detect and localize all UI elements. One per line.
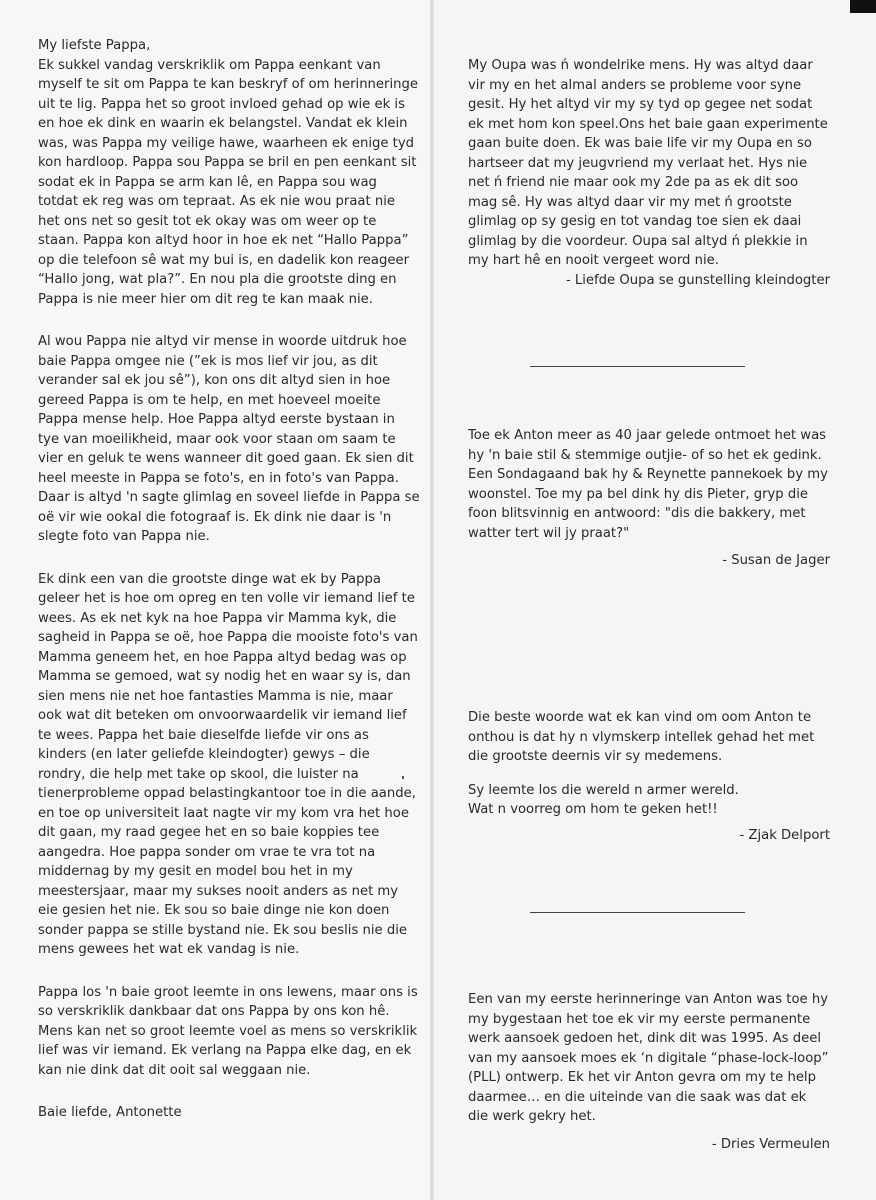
tribute-4 <box>468 990 830 1154</box>
tribute-1 <box>468 56 830 290</box>
tribute-3 <box>468 708 830 845</box>
letter-closing: Baie liefde, Antonette <box>38 1105 182 1120</box>
divider-1 <box>530 366 745 367</box>
scan-edge-mark <box>850 0 876 13</box>
tribute-3-signature: - Zjak Delport <box>739 827 830 843</box>
letter-paragraph-2: Al wou Pappa nie altyd vir mense in woorde uitdruk hoe baie Pappa omgee nie (”ek is mos lief vir jou, as dit verander sal ek jou sê”), kon ons dit altyd sien in hoe gereed Pappa is om te help, en met hoeveel moeite Pappa mense help. Hoe Pappa altyd eerste bystaan in tye van moeilikheid, maar ook voor staan om saam te vier en geluk te wens wanneer dit goed gaan. Ek sien dit heel meeste in Pappa se foto's, en in foto's van Pappa. Daar is altyd 'n sagte glimlag en soveel liefde in Pappa se oë vir wie ookal die fotograaf is. Ek dink nie daar is 'n slegte foto van Pappa nie. <box>38 334 420 544</box>
divider-2 <box>530 912 745 913</box>
tribute-1-text: My Oupa was ń wondelrike mens. Hy was altyd daar vir my en het almal anders se probleme voor syne gesit. Hy het altyd vir my sy tyd op gegee net sodat ek met hom kon speel.Ons het baie gaan experimente gaan buite doen. Ek was baie life vir my Oupa en so hartseer dat my jeugvriend my verlaat het. Hys nie net ń friend nie maar ook my 2de pa as ek dit soo mag sê. Hy was altyd daar vir my met ń grootste glimlag op sy gesig en tot vandag toe sien ek daai glimlag by die voordeur. Oupa sal altyd ń plekkie in my hart hê en nooit vergeet word nie. <box>468 58 828 268</box>
tribute-1-signature: - Liefde Oupa se gunstelling kleindogter <box>565 272 830 288</box>
tribute-2-signature: - Susan de Jager <box>722 553 830 568</box>
tribute-3-text: Die beste woorde wat ek kan vind om oom Anton te onthou is dat hy n vlymskerp intellek gehad het met die grootste deernis vir sy medemens. <box>468 710 815 764</box>
tribute-2-text: Toe ek Anton meer as 40 jaar gelede ontmoet het was hy 'n baie stil & stemmige outjie- of so het ek gedink. Een Sondagaand bak hy & Reynette pannekoek by my woonstel. Toe my pa bel dink hy dis Pieter, gryp die foon blitsvinnig en antwoord: "dis die bakkery, met watter tert wil jy praat?" <box>468 428 828 541</box>
tribute-3-text-2: Sy leemte los die wereld n armer wereld. Wat n voorreg om hom te geken het!! <box>468 782 739 817</box>
page-fold <box>430 0 434 1200</box>
letter-column <box>38 36 420 1123</box>
letter-paragraph-3: Ek dink een van die grootste dinge wat ek by Pappa geleer het is hoe om opreg en ten volle vir iemand lief te wees. As ek net kyk na hoe Pappa vir Mamma kyk, die sagheid in Pappa se oë, hoe Pappa die mooiste foto's van Mamma geneem het, en hoe Pappa altyd bedag was op Mamma se gemoed, wat sy nodig het en waar sy is, dan sien mens nie net hoe fantasties Mamma is nie, maar ook wat dit beteken om onvoorwaardelik vir iemand lief te wees. Pappa het baie dieselfde liefde vir ons as kinders (en later geliefde kleindogter) gewys – die rondry, die help met take op skool, die luister na tienerprobleme oppad belastingkantoor toe in die aande, en toe op universiteit laat nagte vir my kom vra het hoe dit gaan, my raad gegee het en so baie koppies tee aangedra. Hoe pappa sonder om vrae te vra tot na middernag by my gesit en model bou het in my meestersjaar, maar my sukses nooit anders as net my eie gesien het nie. Ek sou so baie dinge nie kon doen sonder pappa se stille bystand nie. Ek sou beslis nie die mens gewees het wat ek vandag is nie. <box>38 571 418 957</box>
tribute-4-text: Een van my eerste herinneringe van Anton was toe hy my bygestaan het toe ek vir my eerste permanente werk aansoek gedoen het, dink dit was 1995. As deel van my aansoek moes ek ‘n digitale “phase-lock-loop” (PLL) ontwerp. Ek het vir Anton gevra om my te help daarmee… en die uiteinde van die saak was dat ek die werk gekry het. <box>468 992 829 1124</box>
letter-paragraph-1: Ek sukkel vandag verskriklik om Pappa eenkant van myself te sit om Pappa te kan beskryf of om herinneringe uit te lig. Pappa het so groot invloed gehad op wie ek is en hoe ek dink en waarin ek belangstel. Vandat ek klein was, was Pappa my veilige hawe, waarheen ek enige tyd kon hardloop. Pappa sou Pappa se bril en pen eenkant sit sodat ek in Pappa se arm kan lê, en Pappa sou wag totdat ek reg was om tepraat. As ek nie wou praat nie het ons net so gesit tot ek okay was om weer op te staan. Pappa kon altyd hoor in hoe ek net “Hallo Pappa” op die telefoon sê wat my bui is, en dadelik kon reageer “Hallo jong, wat pla?”. En nou pla die grootste ding en Pappa is nie meer hier om dit reg te kan maak nie. <box>38 57 418 307</box>
letter-paragraph-4: Pappa los 'n baie groot leemte in ons lewens, maar ons is so verskriklik dankbaar dat ons Pappa by ons kon hê. Mens kan net so groot leemte voel as mens so verskriklik lief was vir iemand. Ek verlang na Pappa elke dag, en ek kan nie dink dat dit ooit sal weggaan nie. <box>38 984 418 1078</box>
tribute-2 <box>468 426 830 571</box>
tribute-4-signature: - Dries Vermeulen <box>711 1136 830 1152</box>
letter-greeting: My liefste Pappa, <box>38 38 151 53</box>
